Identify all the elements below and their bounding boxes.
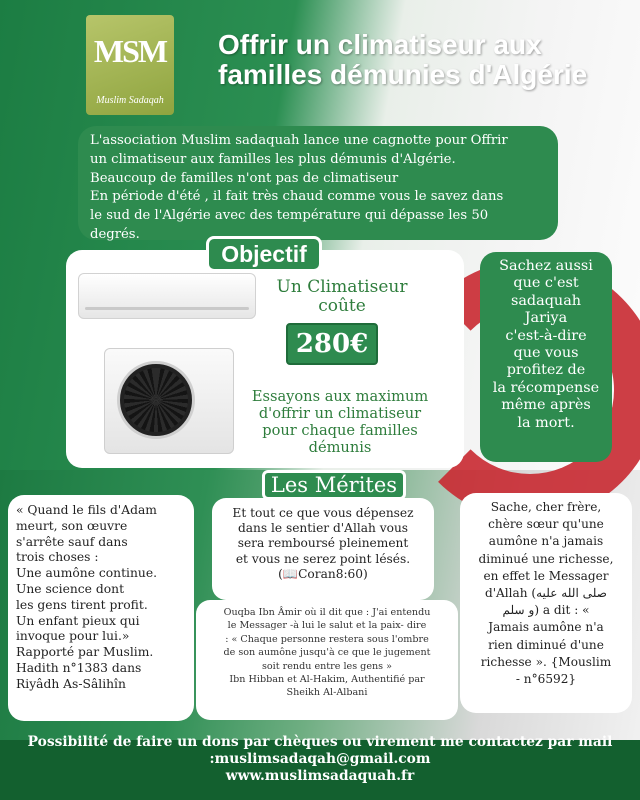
logo [86, 15, 174, 115]
price-badge: 280€ [286, 323, 378, 365]
objectif-label: Objectif [206, 236, 322, 272]
cost-line-2: coûte [318, 296, 366, 316]
hadith-line: Jamais aumône n'a [488, 620, 604, 635]
sachez-line: même après [501, 397, 591, 414]
intro-line: un climatiseur aux familles les plus démunis d'Algérie. [90, 151, 456, 167]
cost-text [262, 278, 422, 316]
oqba-line: : « Chaque personne restera sous l'ombre [225, 633, 429, 645]
hadith-line: richesse ». {Mouslim [480, 654, 612, 669]
hadith-line: les gens tirent profit. [16, 597, 148, 612]
sachez-line: la récompense [492, 379, 600, 396]
hadith-line: trois choses : [16, 550, 99, 565]
sachez-line: c'est-à-dire [505, 327, 587, 344]
hadith-right-card [460, 493, 632, 713]
intro-line: Beaucoup de familles n'ont pas de climatiseur [90, 170, 399, 186]
coran-line: dans le sentier d'Allah vous [237, 521, 409, 536]
intro-line: le sud de l'Algérie avec des température qui dépasse les 50 [90, 208, 489, 224]
hadith-line: Rapporté par Muslim. [16, 645, 154, 660]
hadith-line: en effet le Messager [483, 568, 609, 583]
hadith-line: Riyâdh As-Sâlihîn [16, 676, 126, 691]
fan-icon [117, 361, 195, 439]
ac-indoor-unit-image [78, 273, 256, 319]
title-line-2: familles démunies d'Algérie [218, 59, 588, 90]
intro-line: degrés. [90, 226, 140, 242]
footer-email[interactable]: :muslimsadaqah@gmail.com [209, 751, 431, 767]
hadith-line: invoque pour lui.» [16, 629, 130, 644]
hadith-line: Une science dont [16, 581, 125, 596]
intro-box [78, 126, 558, 240]
cost-line-1: Un Climatiseur [276, 277, 408, 297]
page-title [218, 30, 618, 90]
sachez-line: que vous [513, 345, 579, 362]
title-line-1: Offrir un climatiseur aux [218, 29, 542, 60]
oqba-quote-card [196, 600, 458, 720]
coran-line: et vous ne serez point lésés. [235, 551, 411, 566]
hadith-line: Un enfant pieux qui [16, 613, 140, 628]
hadith-line: diminué une richesse, [478, 551, 614, 566]
hadith-line: Hadith n°1383 dans [16, 660, 142, 675]
sachez-line: que c'est [513, 275, 579, 292]
hadith-line: rien diminué d'une [488, 637, 604, 652]
sachez-line: Sachez aussi [499, 258, 593, 274]
hadith-line: Sache, cher frère, [490, 500, 602, 514]
essayons-line: Essayons aux maximum [251, 388, 429, 405]
logo-letters: MSM [93, 33, 167, 69]
oqba-line: de son aumône jusqu'à ce que le jugement [223, 647, 431, 659]
hadith-line: chère sœur qu'une [488, 517, 604, 532]
oqba-line: soit rendu entre les gens » [261, 660, 393, 672]
oqba-line: le Messager -à lui le salut et la paix- dire [227, 620, 427, 632]
ac-vent [85, 307, 249, 310]
coran-quote-card [212, 498, 434, 600]
sachez-line: la mort. [517, 414, 575, 431]
sachez-line: sadaquah [510, 292, 582, 309]
hadith-line: - n°6592} [515, 672, 577, 687]
sachez-box [480, 252, 612, 462]
sachez-line: profitez de [506, 362, 586, 379]
coran-line: (📖Coran8:60) [278, 566, 368, 581]
logo-name: Muslim Sadaqah [96, 95, 164, 106]
footer-website[interactable]: www.muslimsadaquah.fr [225, 768, 415, 784]
ac-outdoor-unit-image [104, 348, 234, 454]
oqba-line: Ouqba Ibn Âmir où il dit que : J'ai entendu [223, 607, 431, 618]
sachez-line: Jariya [524, 310, 568, 327]
intro-line: L'association Muslim sadaquah lance une cagnotte pour Offrir [90, 133, 508, 148]
hadith-line: meurt, son œuvre [16, 518, 128, 533]
footer-contact [0, 734, 640, 785]
coran-line: sera remboursé pleinement [237, 536, 409, 551]
essayons-line: démunis [308, 439, 372, 456]
merites-label: Les Mérites [262, 470, 406, 500]
hadith-line: « Quand le fils d'Adam [16, 503, 157, 517]
essayons-line: pour chaque familles [262, 422, 418, 439]
essayons-line: d'offrir un climatiseur [258, 405, 422, 422]
hadith-left-card [8, 495, 194, 721]
coran-line: Et tout ce que vous dépensez [232, 506, 414, 520]
oqba-line: Sheikh Al-Albani [286, 687, 368, 699]
intro-line: En période d'été , il fait très chaud comme vous le savez dans [90, 189, 504, 205]
footer-line: Possibilité de faire un dons par chèques ou virement me contactez par mail [27, 734, 613, 750]
hadith-line: d'Allah (صلى الله عليه [484, 586, 608, 601]
hadith-line: Une aumône continue. [16, 566, 157, 581]
hadith-line: و سلم) a dit : « [502, 603, 590, 618]
hadith-line: aumône n'a jamais [488, 534, 604, 549]
hadith-line: s'arrête sauf dans [16, 534, 128, 549]
essayons-text [250, 388, 430, 456]
oqba-line: Ibn Hibban et Al-Hakim, Authentifié par [229, 674, 425, 686]
